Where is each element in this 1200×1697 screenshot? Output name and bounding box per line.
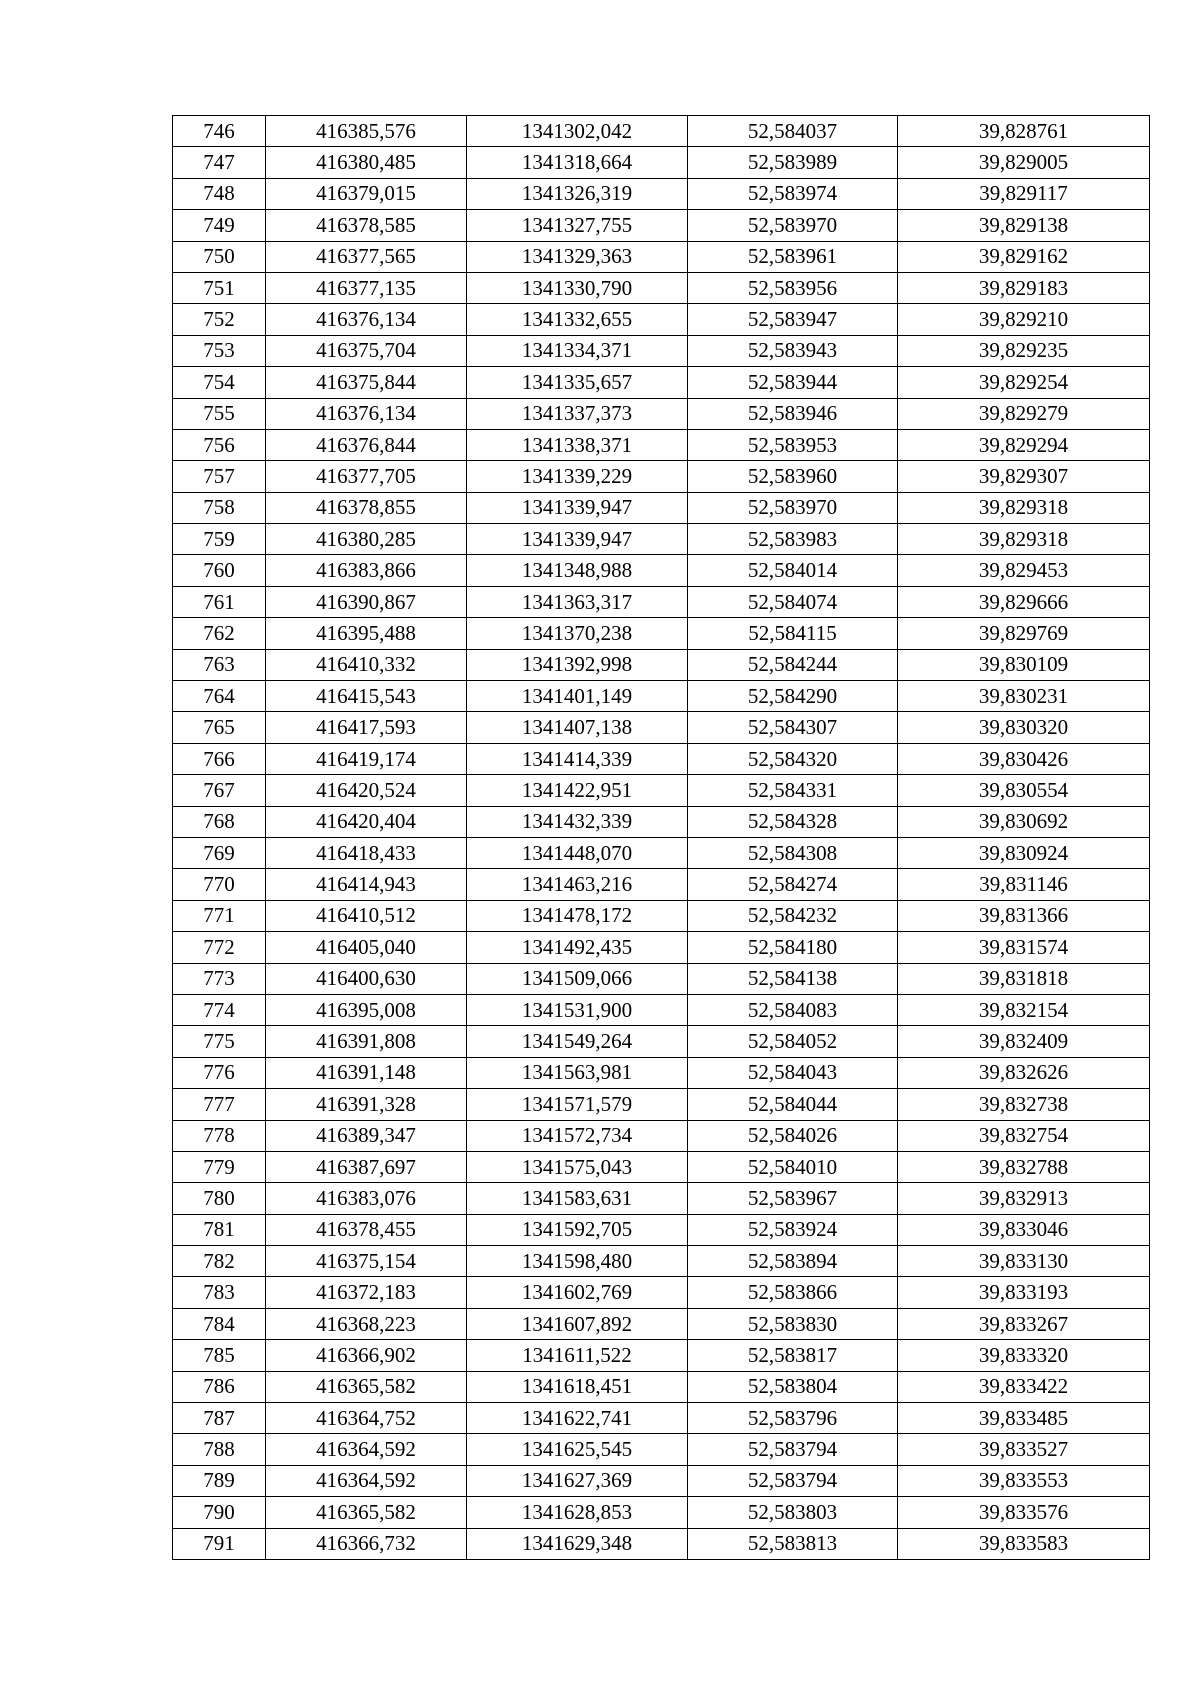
y-coordinate-cell: 1341337,373: [467, 398, 688, 429]
latitude-cell: 52,583866: [688, 1277, 898, 1308]
y-coordinate-cell: 1341448,070: [467, 837, 688, 868]
y-coordinate-cell: 1341432,339: [467, 806, 688, 837]
latitude-cell: 52,584010: [688, 1151, 898, 1182]
longitude-cell: 39,829307: [898, 461, 1150, 492]
x-coordinate-cell: 416379,015: [266, 178, 467, 209]
latitude-cell: 52,584308: [688, 837, 898, 868]
x-coordinate-cell: 416365,582: [266, 1371, 467, 1402]
point-number-cell: 791: [173, 1528, 266, 1559]
table-row: [173, 116, 1150, 147]
point-number-cell: 772: [173, 932, 266, 963]
point-number-cell: 787: [173, 1403, 266, 1434]
longitude-cell: 39,833553: [898, 1465, 1150, 1496]
point-number-cell: 747: [173, 147, 266, 178]
latitude-cell: 52,583813: [688, 1528, 898, 1559]
longitude-cell: 39,832738: [898, 1089, 1150, 1120]
x-coordinate-cell: 416365,582: [266, 1497, 467, 1528]
table-row: [173, 492, 1150, 523]
longitude-cell: 39,830320: [898, 712, 1150, 743]
y-coordinate-cell: 1341329,363: [467, 241, 688, 272]
latitude-cell: 52,583924: [688, 1214, 898, 1245]
longitude-cell: 39,830692: [898, 806, 1150, 837]
y-coordinate-cell: 1341575,043: [467, 1151, 688, 1182]
y-coordinate-cell: 1341348,988: [467, 555, 688, 586]
y-coordinate-cell: 1341334,371: [467, 335, 688, 366]
x-coordinate-cell: 416378,455: [266, 1214, 467, 1245]
table-row: [173, 1151, 1150, 1182]
x-coordinate-cell: 416395,488: [266, 618, 467, 649]
y-coordinate-cell: 1341592,705: [467, 1214, 688, 1245]
latitude-cell: 52,584244: [688, 649, 898, 680]
table-row: [173, 1465, 1150, 1496]
longitude-cell: 39,832788: [898, 1151, 1150, 1182]
longitude-cell: 39,828761: [898, 116, 1150, 147]
latitude-cell: 52,583989: [688, 147, 898, 178]
table-row: [173, 743, 1150, 774]
point-number-cell: 748: [173, 178, 266, 209]
latitude-cell: 52,584115: [688, 618, 898, 649]
point-number-cell: 746: [173, 116, 266, 147]
x-coordinate-cell: 416387,697: [266, 1151, 467, 1182]
y-coordinate-cell: 1341327,755: [467, 210, 688, 241]
latitude-cell: 52,583796: [688, 1403, 898, 1434]
table-row: [173, 1183, 1150, 1214]
longitude-cell: 39,829453: [898, 555, 1150, 586]
longitude-cell: 39,832409: [898, 1026, 1150, 1057]
y-coordinate-cell: 1341422,951: [467, 775, 688, 806]
point-number-cell: 767: [173, 775, 266, 806]
point-number-cell: 770: [173, 869, 266, 900]
point-number-cell: 759: [173, 524, 266, 555]
x-coordinate-cell: 416364,752: [266, 1403, 467, 1434]
latitude-cell: 52,583947: [688, 304, 898, 335]
x-coordinate-cell: 416420,524: [266, 775, 467, 806]
point-number-cell: 761: [173, 586, 266, 617]
longitude-cell: 39,830554: [898, 775, 1150, 806]
table-row: [173, 994, 1150, 1025]
y-coordinate-cell: 1341302,042: [467, 116, 688, 147]
table-row: [173, 335, 1150, 366]
longitude-cell: 39,833130: [898, 1246, 1150, 1277]
table-row: [173, 304, 1150, 335]
point-number-cell: 788: [173, 1434, 266, 1465]
table-row: [173, 900, 1150, 931]
latitude-cell: 52,584074: [688, 586, 898, 617]
point-number-cell: 754: [173, 367, 266, 398]
longitude-cell: 39,833046: [898, 1214, 1150, 1245]
latitude-cell: 52,583804: [688, 1371, 898, 1402]
x-coordinate-cell: 416410,332: [266, 649, 467, 680]
y-coordinate-cell: 1341318,664: [467, 147, 688, 178]
table-row: [173, 775, 1150, 806]
y-coordinate-cell: 1341339,947: [467, 524, 688, 555]
x-coordinate-cell: 416366,902: [266, 1340, 467, 1371]
x-coordinate-cell: 416372,183: [266, 1277, 467, 1308]
table-row: [173, 1120, 1150, 1151]
y-coordinate-cell: 1341330,790: [467, 272, 688, 303]
latitude-cell: 52,584331: [688, 775, 898, 806]
y-coordinate-cell: 1341611,522: [467, 1340, 688, 1371]
y-coordinate-cell: 1341463,216: [467, 869, 688, 900]
point-number-cell: 764: [173, 681, 266, 712]
table-row: [173, 681, 1150, 712]
table-row: [173, 1246, 1150, 1277]
longitude-cell: 39,829254: [898, 367, 1150, 398]
longitude-cell: 39,829117: [898, 178, 1150, 209]
table-row: [173, 398, 1150, 429]
y-coordinate-cell: 1341618,451: [467, 1371, 688, 1402]
latitude-cell: 52,583944: [688, 367, 898, 398]
table-row: [173, 272, 1150, 303]
latitude-cell: 52,584307: [688, 712, 898, 743]
longitude-cell: 39,829279: [898, 398, 1150, 429]
table-row: [173, 241, 1150, 272]
table-row: [173, 1057, 1150, 1088]
y-coordinate-cell: 1341363,317: [467, 586, 688, 617]
longitude-cell: 39,832626: [898, 1057, 1150, 1088]
x-coordinate-cell: 416376,134: [266, 304, 467, 335]
point-number-cell: 779: [173, 1151, 266, 1182]
point-number-cell: 760: [173, 555, 266, 586]
latitude-cell: 52,584138: [688, 963, 898, 994]
x-coordinate-cell: 416366,732: [266, 1528, 467, 1559]
latitude-cell: 52,584232: [688, 900, 898, 931]
y-coordinate-cell: 1341401,149: [467, 681, 688, 712]
latitude-cell: 52,583983: [688, 524, 898, 555]
longitude-cell: 39,831574: [898, 932, 1150, 963]
x-coordinate-cell: 416400,630: [266, 963, 467, 994]
x-coordinate-cell: 416417,593: [266, 712, 467, 743]
longitude-cell: 39,829318: [898, 524, 1150, 555]
longitude-cell: 39,829318: [898, 492, 1150, 523]
x-coordinate-cell: 416418,433: [266, 837, 467, 868]
point-number-cell: 778: [173, 1120, 266, 1151]
longitude-cell: 39,833193: [898, 1277, 1150, 1308]
point-number-cell: 762: [173, 618, 266, 649]
table-row: [173, 555, 1150, 586]
latitude-cell: 52,583803: [688, 1497, 898, 1528]
x-coordinate-cell: 416391,808: [266, 1026, 467, 1057]
point-number-cell: 755: [173, 398, 266, 429]
latitude-cell: 52,584180: [688, 932, 898, 963]
point-number-cell: 758: [173, 492, 266, 523]
x-coordinate-cell: 416419,174: [266, 743, 467, 774]
point-number-cell: 782: [173, 1246, 266, 1277]
y-coordinate-cell: 1341478,172: [467, 900, 688, 931]
longitude-cell: 39,833267: [898, 1308, 1150, 1339]
x-coordinate-cell: 416414,943: [266, 869, 467, 900]
x-coordinate-cell: 416378,855: [266, 492, 467, 523]
x-coordinate-cell: 416375,154: [266, 1246, 467, 1277]
table-row: [173, 1026, 1150, 1057]
point-number-cell: 780: [173, 1183, 266, 1214]
point-number-cell: 786: [173, 1371, 266, 1402]
longitude-cell: 39,829294: [898, 429, 1150, 460]
latitude-cell: 52,584328: [688, 806, 898, 837]
y-coordinate-cell: 1341607,892: [467, 1308, 688, 1339]
x-coordinate-cell: 416380,485: [266, 147, 467, 178]
latitude-cell: 52,584052: [688, 1026, 898, 1057]
table-row: [173, 1371, 1150, 1402]
point-number-cell: 763: [173, 649, 266, 680]
y-coordinate-cell: 1341407,138: [467, 712, 688, 743]
point-number-cell: 784: [173, 1308, 266, 1339]
table-row: [173, 178, 1150, 209]
y-coordinate-cell: 1341627,369: [467, 1465, 688, 1496]
latitude-cell: 52,583794: [688, 1465, 898, 1496]
y-coordinate-cell: 1341531,900: [467, 994, 688, 1025]
table-row: [173, 524, 1150, 555]
table-row: [173, 618, 1150, 649]
longitude-cell: 39,831146: [898, 869, 1150, 900]
latitude-cell: 52,583794: [688, 1434, 898, 1465]
table-row: [173, 367, 1150, 398]
table-row: [173, 963, 1150, 994]
latitude-cell: 52,583960: [688, 461, 898, 492]
longitude-cell: 39,832154: [898, 994, 1150, 1025]
longitude-cell: 39,832754: [898, 1120, 1150, 1151]
latitude-cell: 52,584037: [688, 116, 898, 147]
point-number-cell: 769: [173, 837, 266, 868]
x-coordinate-cell: 416390,867: [266, 586, 467, 617]
x-coordinate-cell: 416391,148: [266, 1057, 467, 1088]
x-coordinate-cell: 416389,347: [266, 1120, 467, 1151]
coordinates-table-body: [173, 116, 1150, 1560]
point-number-cell: 777: [173, 1089, 266, 1120]
latitude-cell: 52,583974: [688, 178, 898, 209]
longitude-cell: 39,829005: [898, 147, 1150, 178]
table-row: [173, 586, 1150, 617]
longitude-cell: 39,829666: [898, 586, 1150, 617]
y-coordinate-cell: 1341414,339: [467, 743, 688, 774]
latitude-cell: 52,584083: [688, 994, 898, 1025]
y-coordinate-cell: 1341339,229: [467, 461, 688, 492]
x-coordinate-cell: 416395,008: [266, 994, 467, 1025]
latitude-cell: 52,583953: [688, 429, 898, 460]
point-number-cell: 765: [173, 712, 266, 743]
latitude-cell: 52,583830: [688, 1308, 898, 1339]
table-row: [173, 1528, 1150, 1559]
latitude-cell: 52,584014: [688, 555, 898, 586]
x-coordinate-cell: 416368,223: [266, 1308, 467, 1339]
longitude-cell: 39,829138: [898, 210, 1150, 241]
x-coordinate-cell: 416391,328: [266, 1089, 467, 1120]
y-coordinate-cell: 1341332,655: [467, 304, 688, 335]
longitude-cell: 39,832913: [898, 1183, 1150, 1214]
latitude-cell: 52,584026: [688, 1120, 898, 1151]
point-number-cell: 756: [173, 429, 266, 460]
x-coordinate-cell: 416410,512: [266, 900, 467, 931]
y-coordinate-cell: 1341509,066: [467, 963, 688, 994]
latitude-cell: 52,583961: [688, 241, 898, 272]
point-number-cell: 749: [173, 210, 266, 241]
longitude-cell: 39,830924: [898, 837, 1150, 868]
table-row: [173, 712, 1150, 743]
x-coordinate-cell: 416377,565: [266, 241, 467, 272]
x-coordinate-cell: 416378,585: [266, 210, 467, 241]
y-coordinate-cell: 1341370,238: [467, 618, 688, 649]
y-coordinate-cell: 1341549,264: [467, 1026, 688, 1057]
longitude-cell: 39,829210: [898, 304, 1150, 335]
point-number-cell: 783: [173, 1277, 266, 1308]
x-coordinate-cell: 416377,135: [266, 272, 467, 303]
table-row: [173, 1089, 1150, 1120]
point-number-cell: 789: [173, 1465, 266, 1496]
point-number-cell: 751: [173, 272, 266, 303]
point-number-cell: 775: [173, 1026, 266, 1057]
y-coordinate-cell: 1341602,769: [467, 1277, 688, 1308]
point-number-cell: 771: [173, 900, 266, 931]
longitude-cell: 39,830231: [898, 681, 1150, 712]
latitude-cell: 52,584044: [688, 1089, 898, 1120]
point-number-cell: 776: [173, 1057, 266, 1088]
y-coordinate-cell: 1341492,435: [467, 932, 688, 963]
point-number-cell: 790: [173, 1497, 266, 1528]
table-row: [173, 806, 1150, 837]
latitude-cell: 52,584290: [688, 681, 898, 712]
x-coordinate-cell: 416376,844: [266, 429, 467, 460]
x-coordinate-cell: 416375,704: [266, 335, 467, 366]
x-coordinate-cell: 416380,285: [266, 524, 467, 555]
y-coordinate-cell: 1341571,579: [467, 1089, 688, 1120]
table-row: [173, 429, 1150, 460]
point-number-cell: 781: [173, 1214, 266, 1245]
y-coordinate-cell: 1341622,741: [467, 1403, 688, 1434]
table-row: [173, 1214, 1150, 1245]
latitude-cell: 52,584043: [688, 1057, 898, 1088]
latitude-cell: 52,583967: [688, 1183, 898, 1214]
table-row: [173, 1434, 1150, 1465]
table-row: [173, 1497, 1150, 1528]
x-coordinate-cell: 416364,592: [266, 1434, 467, 1465]
y-coordinate-cell: 1341598,480: [467, 1246, 688, 1277]
longitude-cell: 39,829235: [898, 335, 1150, 366]
longitude-cell: 39,829183: [898, 272, 1150, 303]
point-number-cell: 768: [173, 806, 266, 837]
y-coordinate-cell: 1341629,348: [467, 1528, 688, 1559]
longitude-cell: 39,831818: [898, 963, 1150, 994]
y-coordinate-cell: 1341563,981: [467, 1057, 688, 1088]
y-coordinate-cell: 1341335,657: [467, 367, 688, 398]
point-number-cell: 757: [173, 461, 266, 492]
longitude-cell: 39,831366: [898, 900, 1150, 931]
longitude-cell: 39,833576: [898, 1497, 1150, 1528]
table-row: [173, 649, 1150, 680]
y-coordinate-cell: 1341392,998: [467, 649, 688, 680]
y-coordinate-cell: 1341625,545: [467, 1434, 688, 1465]
table-row: [173, 461, 1150, 492]
longitude-cell: 39,833583: [898, 1528, 1150, 1559]
x-coordinate-cell: 416383,866: [266, 555, 467, 586]
point-number-cell: 773: [173, 963, 266, 994]
point-number-cell: 752: [173, 304, 266, 335]
longitude-cell: 39,830426: [898, 743, 1150, 774]
longitude-cell: 39,833527: [898, 1434, 1150, 1465]
y-coordinate-cell: 1341338,371: [467, 429, 688, 460]
longitude-cell: 39,833422: [898, 1371, 1150, 1402]
latitude-cell: 52,583943: [688, 335, 898, 366]
x-coordinate-cell: 416415,543: [266, 681, 467, 712]
point-number-cell: 774: [173, 994, 266, 1025]
table-row: [173, 1277, 1150, 1308]
y-coordinate-cell: 1341326,319: [467, 178, 688, 209]
longitude-cell: 39,833485: [898, 1403, 1150, 1434]
longitude-cell: 39,830109: [898, 649, 1150, 680]
latitude-cell: 52,583956: [688, 272, 898, 303]
x-coordinate-cell: 416376,134: [266, 398, 467, 429]
x-coordinate-cell: 416383,076: [266, 1183, 467, 1214]
x-coordinate-cell: 416420,404: [266, 806, 467, 837]
table-row: [173, 1308, 1150, 1339]
latitude-cell: 52,583970: [688, 210, 898, 241]
longitude-cell: 39,829769: [898, 618, 1150, 649]
x-coordinate-cell: 416377,705: [266, 461, 467, 492]
latitude-cell: 52,583946: [688, 398, 898, 429]
table-row: [173, 837, 1150, 868]
table-row: [173, 869, 1150, 900]
latitude-cell: 52,583817: [688, 1340, 898, 1371]
latitude-cell: 52,584274: [688, 869, 898, 900]
point-number-cell: 785: [173, 1340, 266, 1371]
point-number-cell: 753: [173, 335, 266, 366]
longitude-cell: 39,833320: [898, 1340, 1150, 1371]
point-number-cell: 766: [173, 743, 266, 774]
table-row: [173, 932, 1150, 963]
x-coordinate-cell: 416364,592: [266, 1465, 467, 1496]
table-row: [173, 1340, 1150, 1371]
latitude-cell: 52,583894: [688, 1246, 898, 1277]
point-number-cell: 750: [173, 241, 266, 272]
table-row: [173, 1403, 1150, 1434]
x-coordinate-cell: 416405,040: [266, 932, 467, 963]
x-coordinate-cell: 416385,576: [266, 116, 467, 147]
longitude-cell: 39,829162: [898, 241, 1150, 272]
latitude-cell: 52,584320: [688, 743, 898, 774]
table-row: [173, 147, 1150, 178]
coordinates-table: [172, 115, 1150, 1560]
x-coordinate-cell: 416375,844: [266, 367, 467, 398]
table-row: [173, 210, 1150, 241]
y-coordinate-cell: 1341583,631: [467, 1183, 688, 1214]
y-coordinate-cell: 1341628,853: [467, 1497, 688, 1528]
y-coordinate-cell: 1341572,734: [467, 1120, 688, 1151]
latitude-cell: 52,583970: [688, 492, 898, 523]
y-coordinate-cell: 1341339,947: [467, 492, 688, 523]
